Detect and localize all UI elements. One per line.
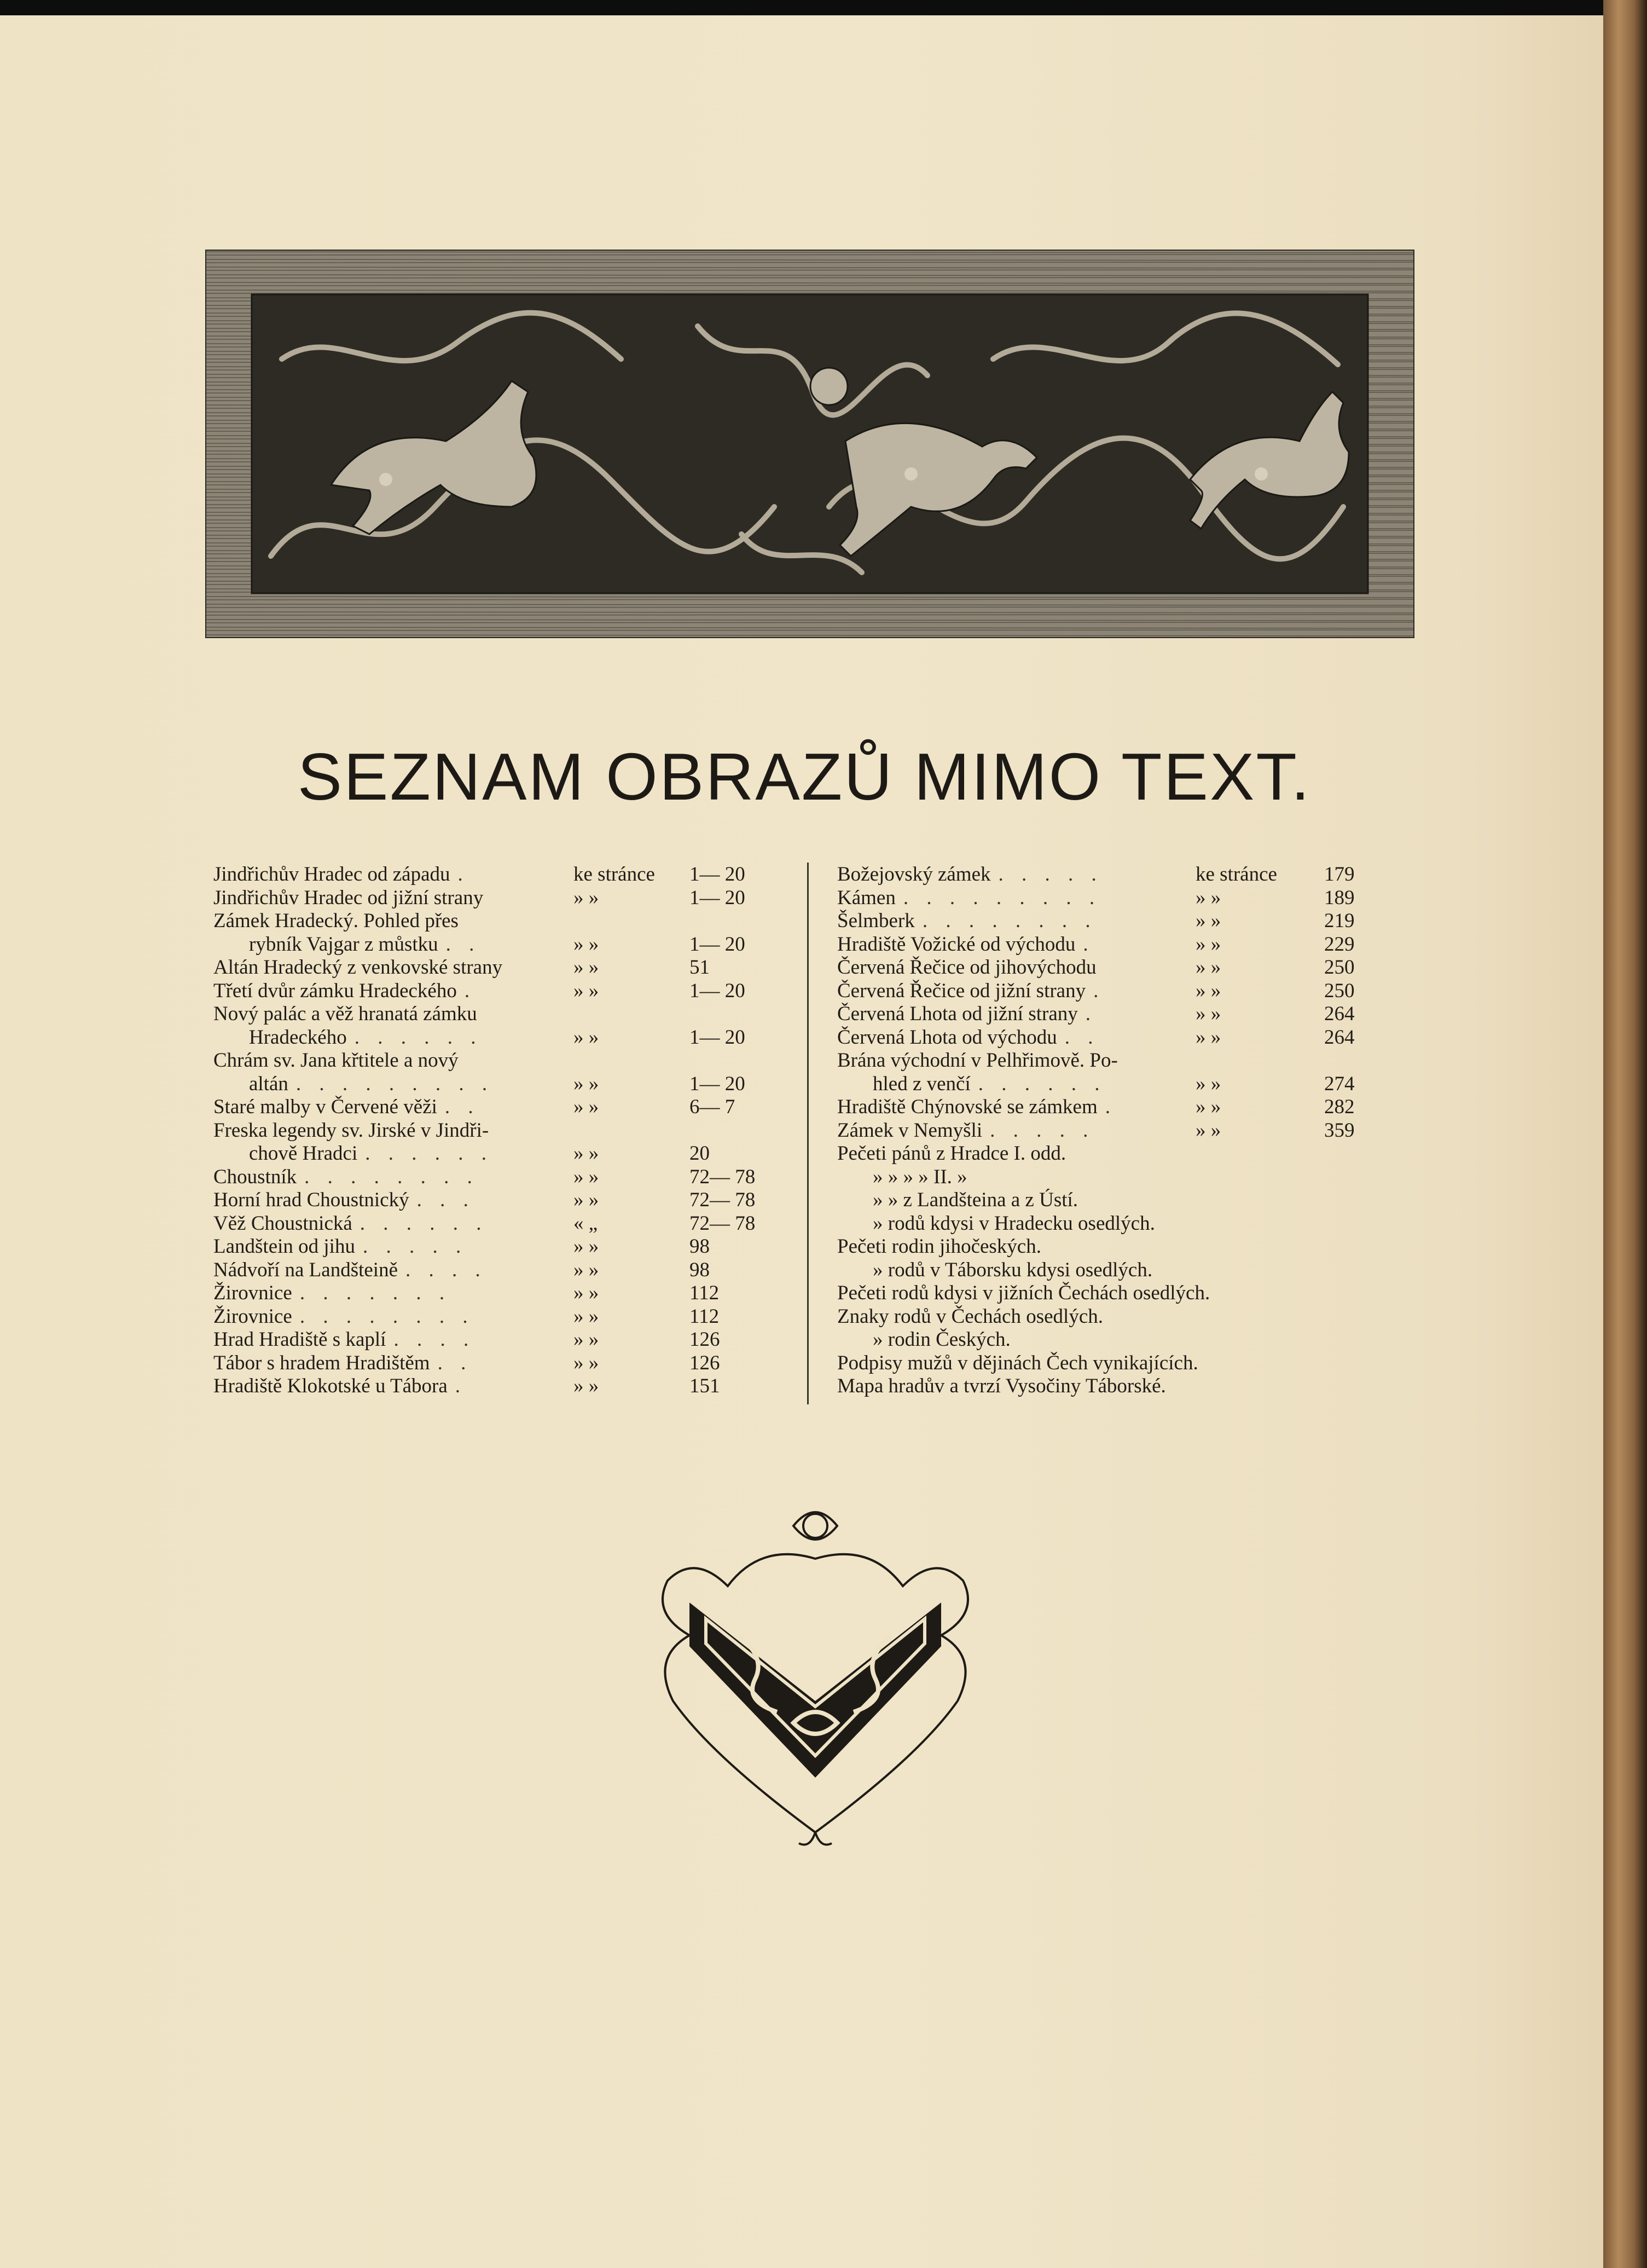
list-item [837, 1235, 1395, 1258]
list-item [213, 1142, 793, 1165]
leader-dots: . . . . . . [978, 1072, 1106, 1095]
page-reference-label: » » [1196, 956, 1221, 979]
page-number: 1— 20 [689, 1072, 745, 1095]
page-number: 274 [1324, 1072, 1355, 1095]
list-item [837, 863, 1395, 886]
list-item [213, 1119, 793, 1142]
entry-title: Hradeckého [249, 1026, 347, 1049]
entry-title: Znaky rodů v Čechách osedlých. [837, 1305, 1103, 1328]
entry-title: Nádvoří na Landšteině [213, 1258, 398, 1281]
entry-title: Červená Lhota od východu [837, 1026, 1057, 1049]
entry-title: Chrám sv. Jana křtitele a nový [213, 1049, 459, 1072]
list-item [837, 1374, 1395, 1398]
page-reference-label: » » [573, 1165, 599, 1188]
page-number: 126 [689, 1328, 720, 1351]
book-spine-edge [1603, 0, 1647, 2268]
leader-dots: . . . . . . [354, 1026, 483, 1049]
page-number: 126 [689, 1351, 720, 1374]
page-number: 72— 78 [689, 1212, 756, 1235]
list-item [213, 1305, 793, 1328]
carved-wood-relief-banner [205, 250, 1414, 638]
leader-dots: . . . . . . . . [299, 1305, 474, 1328]
page-number: 1— 20 [689, 1026, 745, 1049]
entry-title: altán [249, 1072, 288, 1095]
page-reference-label: » » [573, 1351, 599, 1374]
page-reference-label: » » [1196, 979, 1221, 1002]
list-item [213, 1026, 793, 1049]
page-number: 98 [689, 1258, 710, 1281]
page-reference-label: » » [573, 956, 599, 979]
entry-title: » rodů v Táborsku kdysi osedlých. [873, 1258, 1153, 1281]
leader-dots: . . . . . [998, 863, 1103, 886]
page-reference-label: » » [573, 1142, 599, 1165]
entry-title: Žirovnice [213, 1282, 292, 1304]
leader-dots: . [1105, 1096, 1117, 1118]
list-item [837, 1258, 1395, 1282]
list-item [213, 1072, 793, 1096]
list-item [213, 886, 793, 910]
leader-dots: . [455, 1375, 467, 1397]
scan-top-edge [0, 0, 1647, 15]
entry-title: Hrad Hradiště s kaplí [213, 1328, 386, 1351]
leader-dots: . . . . . . . . . [903, 886, 1101, 909]
leader-dots: . . . . . . . . [922, 910, 1097, 932]
list-item [837, 1095, 1395, 1119]
page-reference-label: » » [573, 933, 599, 956]
list-item [837, 933, 1395, 956]
page-number: 112 [689, 1282, 720, 1304]
right-column-list [837, 863, 1395, 1398]
entry-title: Božejovský zámek [837, 863, 991, 886]
entry-title: Červená Lhota od jižní strany [837, 1003, 1078, 1025]
entry-title: Hradiště Chýnovské se zámkem [837, 1096, 1098, 1118]
page-reference-label: » » [573, 1189, 599, 1211]
list-item [837, 886, 1395, 910]
entry-title: hled z venčí [873, 1072, 971, 1095]
list-item [837, 1049, 1395, 1072]
page-reference-label: » » [573, 1026, 599, 1049]
page-reference-label: » » [573, 1235, 599, 1258]
list-item [213, 1374, 793, 1398]
page-number: 229 [1324, 933, 1355, 956]
list-item [213, 1235, 793, 1258]
list-item [837, 1026, 1395, 1049]
list-item [213, 1281, 793, 1305]
list-item [837, 1188, 1395, 1212]
page-reference-label: » » [1196, 1096, 1221, 1118]
list-item [213, 1165, 793, 1189]
list-item [213, 1188, 793, 1212]
page-reference-label: ke stránce [573, 863, 655, 886]
list-item [837, 1212, 1395, 1235]
entry-title: Kámen [837, 886, 896, 909]
leader-dots: . [1083, 933, 1095, 956]
entry-title: Nový palác a věž hranatá zámku [213, 1003, 477, 1025]
list-item [837, 1351, 1395, 1375]
page-number: 250 [1324, 979, 1355, 1002]
page-number: 1— 20 [689, 979, 745, 1002]
page-reference-label: » » [573, 1282, 599, 1304]
entry-title: » » z Landšteina a z Ústí. [873, 1189, 1078, 1211]
leader-dots: . . . . [405, 1258, 487, 1281]
page-number: 98 [689, 1235, 710, 1258]
entry-title: Brána východní v Pelhřimově. Po- [837, 1049, 1118, 1072]
leader-dots: . . [1064, 1026, 1100, 1049]
page-number: 250 [1324, 956, 1355, 979]
list-item [837, 909, 1395, 933]
page-number: 1— 20 [689, 933, 745, 956]
entry-title: Červená Řečice od jižní strany [837, 979, 1086, 1002]
entry-title: Šelmberk [837, 910, 915, 932]
list-item [213, 1095, 793, 1119]
page-number: 20 [689, 1142, 710, 1165]
page-number: 1— 20 [689, 863, 745, 886]
page-reference-label: » » [1196, 910, 1221, 932]
leader-dots: . . . . . . . . . [295, 1072, 494, 1095]
entry-title: Altán Hradecký z venkovské strany [213, 956, 503, 979]
leader-dots: . . . . . [362, 1235, 468, 1258]
leader-dots: . [1085, 1003, 1098, 1025]
page-number: 219 [1324, 910, 1355, 932]
leader-dots: . [457, 863, 469, 886]
entry-title: Jindřichův Hradec od jižní strany [213, 886, 484, 909]
list-item [213, 1328, 793, 1351]
page-number: 179 [1324, 863, 1355, 886]
left-column-list [213, 863, 793, 1398]
page-title: SEZNAM OBRAZŮ MIMO TEXT. [297, 739, 1312, 814]
list-item [213, 863, 793, 886]
list-item [213, 979, 793, 1003]
list-item [837, 979, 1395, 1003]
page-reference-label: » » [1196, 1119, 1221, 1142]
page-number: 6— 7 [689, 1096, 735, 1118]
list-item [837, 1072, 1395, 1096]
page-reference-label: » » [573, 1072, 599, 1095]
entry-title: Věž Choustnická [213, 1212, 352, 1235]
leader-dots: . [464, 979, 477, 1002]
list-item [837, 1165, 1395, 1189]
entry-title: » » » » II. » [873, 1165, 967, 1188]
entry-title: Hradiště Vožické od východu [837, 933, 1076, 956]
list-item [213, 956, 793, 979]
entry-title: Staré malby v Červené věži [213, 1096, 437, 1118]
list-item [213, 1212, 793, 1235]
entry-title: Červená Řečice od jihovýchodu [837, 956, 1097, 979]
entry-title: » rodin Českých. [873, 1328, 1011, 1351]
page-number: 72— 78 [689, 1165, 756, 1188]
celtic-knot-ornament [629, 1493, 1001, 1854]
entry-title: Pečeti rodin jihočeských. [837, 1235, 1041, 1258]
list-item [837, 1142, 1395, 1165]
leader-dots: . . [444, 1096, 480, 1118]
page-number: 264 [1324, 1003, 1355, 1025]
book-page [0, 15, 1609, 2268]
entry-title: Horní hrad Choustnický [213, 1189, 409, 1211]
entry-title: Hradiště Klokotské u Tábora [213, 1375, 448, 1397]
entry-title: Tábor s hradem Hradištěm [213, 1351, 430, 1374]
entry-title: Choustník [213, 1165, 297, 1188]
list-item [213, 933, 793, 956]
list-item [837, 1305, 1395, 1328]
page-reference-label: » » [573, 1375, 599, 1397]
page-number: 359 [1324, 1119, 1355, 1142]
entry-title: Landštein od jihu [213, 1235, 355, 1258]
page-reference-label: » » [573, 1305, 599, 1328]
list-item [837, 1119, 1395, 1142]
list-item [213, 1258, 793, 1282]
entry-title: Žirovnice [213, 1305, 292, 1328]
list-item [213, 1002, 793, 1026]
leader-dots: . . . . . [990, 1119, 1095, 1142]
list-item [837, 956, 1395, 979]
leader-dots: . . [445, 933, 481, 956]
page-reference-label: » » [1196, 886, 1221, 909]
page-reference-label: ke stránce [1196, 863, 1277, 886]
page-number: 189 [1324, 886, 1355, 909]
column-divider [807, 863, 809, 1404]
page-reference-label: » » [1196, 933, 1221, 956]
page-number: 51 [689, 956, 710, 979]
entry-title: Podpisy mužů v dějinách Čech vynikajících. [837, 1351, 1198, 1374]
page-reference-label: » » [1196, 1026, 1221, 1049]
page-reference-label: » » [573, 886, 599, 909]
page-reference-label: » » [1196, 1072, 1221, 1095]
leader-dots: . . . . [393, 1328, 475, 1351]
entry-title: Třetí dvůr zámku Hradeckého [213, 979, 457, 1002]
list-item [213, 909, 793, 933]
list-item [213, 1351, 793, 1375]
entry-title: Jindřichův Hradec od západu [213, 863, 450, 886]
leader-dots: . . [437, 1351, 473, 1374]
entry-title: Zámek Hradecký. Pohled přes [213, 910, 459, 932]
page-reference-label: » » [573, 1328, 599, 1351]
page-reference-label: » » [1196, 1003, 1221, 1025]
page-reference-label: « „ [573, 1212, 598, 1235]
page-reference-label: » » [573, 979, 599, 1002]
list-item [837, 1328, 1395, 1351]
entry-title: Pečeti pánů z Hradce I. odd. [837, 1142, 1066, 1165]
entry-title: chově Hradci [249, 1142, 358, 1165]
list-item [837, 1002, 1395, 1026]
page-reference-label: » » [573, 1096, 599, 1118]
leader-dots: . . . . . . [359, 1212, 488, 1235]
leader-dots: . . . . . . . . [304, 1165, 479, 1188]
leader-dots: . . . [416, 1189, 475, 1211]
page-number: 1— 20 [689, 886, 745, 909]
leader-dots: . [1093, 979, 1105, 1002]
list-item [213, 1049, 793, 1072]
entry-title: rybník Vajgar z můstku [249, 933, 438, 956]
page-number: 72— 78 [689, 1189, 756, 1211]
entry-title: Mapa hradův a tvrzí Vysočiny Táborské. [837, 1375, 1166, 1397]
page-number: 264 [1324, 1026, 1355, 1049]
page-number: 282 [1324, 1096, 1355, 1118]
entry-title: Zámek v Nemyšli [837, 1119, 983, 1142]
entry-title: Pečeti rodů kdysi v jižních Čechách osedlých. [837, 1282, 1210, 1304]
page-number: 151 [689, 1375, 720, 1397]
list-item [837, 1281, 1395, 1305]
page-number: 112 [689, 1305, 720, 1328]
entry-title: Freska legendy sv. Jirské v Jindři- [213, 1119, 489, 1142]
leader-dots: . . . . . . . [299, 1282, 451, 1304]
page-reference-label: » » [573, 1258, 599, 1281]
entry-title: » rodů kdysi v Hradecku osedlých. [873, 1212, 1155, 1235]
leader-dots: . . . . . . [365, 1142, 494, 1165]
